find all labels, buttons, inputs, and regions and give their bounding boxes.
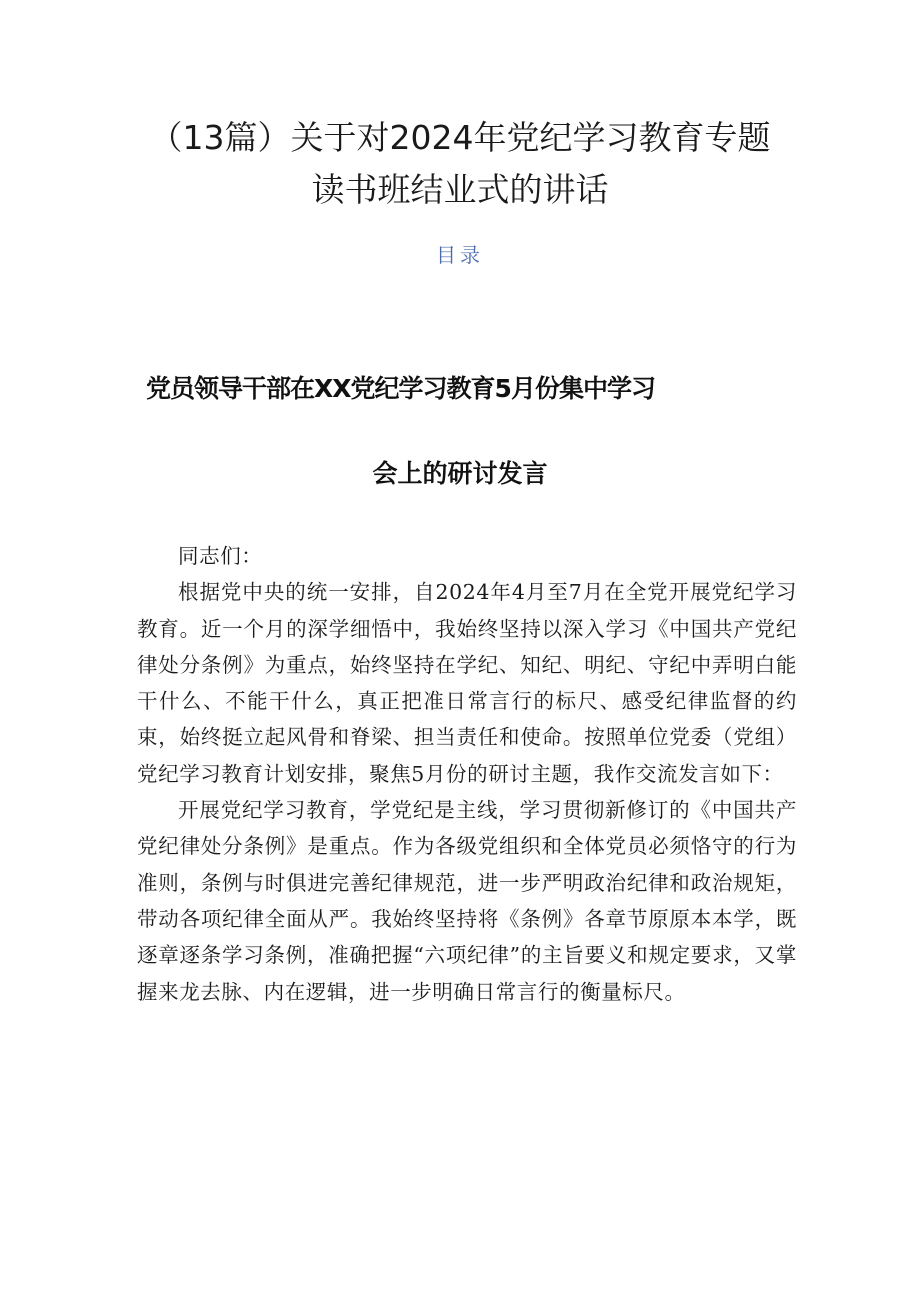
document-title-line-1: （13篇）关于对2024年党纪学习教育专题 xyxy=(149,118,771,157)
document-title-line-2: 读书班结业式的讲话 xyxy=(311,170,609,209)
document-title xyxy=(120,112,800,216)
body-paragraph-1: 根据党中央的统一安排，自2024年4月至7月在全党开展党纪学习教育。近一个月的深学细悟中，我始终坚持以深入学习《中国共产党纪律处分条例》为重点，始终坚持在学纪、知纪、明纪、守纪中弄明白能干什么、不能干什么，真正把准日常言行的标尺、感受纪律监督的约束，始终挺立起风骨和脊梁、担当责任和使命。按照单位党委（党组）党纪学习教育计划安排，聚焦5月份的研讨主题，我作交流发言如下： xyxy=(137,580,797,786)
section-title-line-1: 党员领导干部在XX党纪学习教育5月份集中学习 xyxy=(146,374,655,403)
salutation: 同志们： xyxy=(178,544,263,568)
table-of-contents-link[interactable]: 目录 xyxy=(436,243,484,267)
body-paragraph-2: 开展党纪学习教育，学党纪是主线，学习贯彻新修订的《中国共产党纪律处分条例》是重点。作为各级党组织和全体党员必须恪守的行为准则，条例与时俱进完善纪律规范，进一步严明政治纪律和政治规矩，带动各项纪律全面从严。我始终坚持将《条例》各章节原原本本学，既逐章逐条学习条例，准确把握“六项纪律”的主旨要义和规定要求，又掌握来龙去脉、内在逻辑，进一步明确日常言行的衡量标尺。 xyxy=(137,798,797,1004)
section-title-line-2: 会上的研讨发言 xyxy=(372,459,548,488)
section-body xyxy=(137,538,797,1010)
